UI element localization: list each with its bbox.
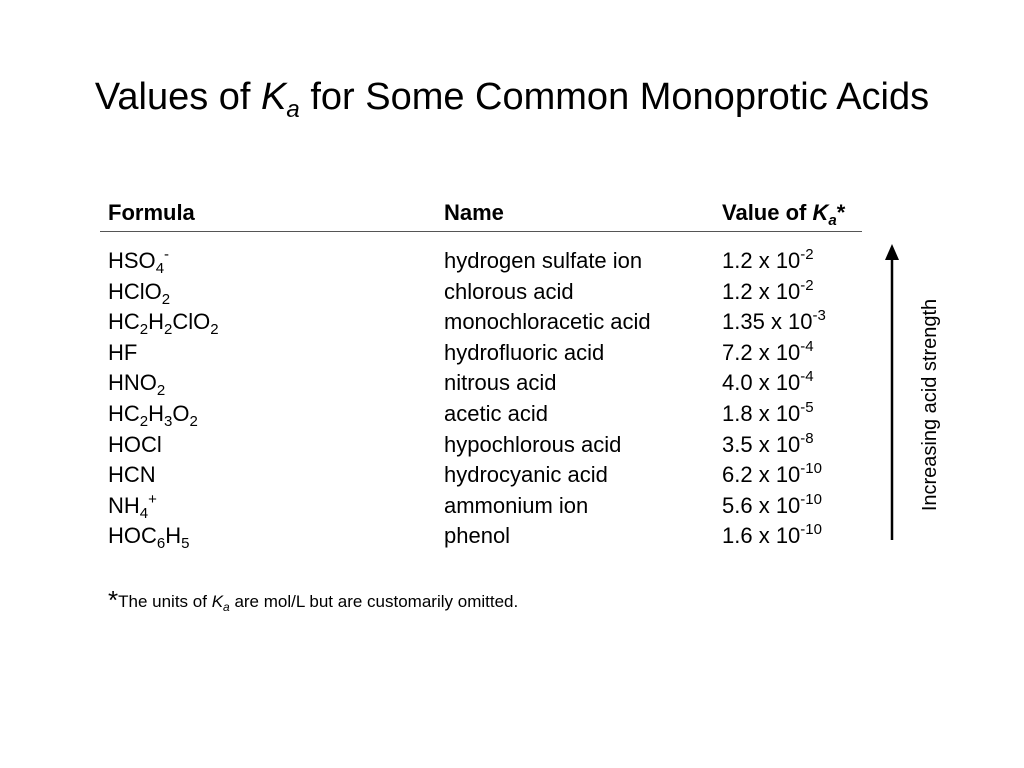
formula-cell [108,491,157,522]
formula-part: 2 [161,290,171,308]
ka-mantissa: 7.2 [722,339,753,365]
name-cell: hydrogen sulfate ion [444,248,643,273]
ka-exponent: -4 [800,337,814,355]
formula-cell [108,399,198,430]
formula-part: NH [108,492,140,518]
formula-part: HClO [108,278,162,304]
formula-cell [108,430,162,461]
acid-table-body [0,246,900,552]
ka-value-cell [722,368,814,399]
ka-exponent: -10 [800,460,822,478]
formula-part: 2 [139,321,149,339]
formula-part: HC [108,400,140,426]
formula-part: O [172,400,190,426]
formula-part: 3 [164,412,173,430]
ka-base: x 10 [752,462,801,488]
footnote [108,586,518,616]
name-cell: phenol [444,523,511,549]
formula-part: H [148,309,165,335]
ka-base: x 10 [752,400,801,426]
ka-mantissa: 1.2 [722,278,753,304]
ka-value-cell [722,338,814,369]
ka-exponent: -5 [800,398,814,416]
header-name: Name [444,200,504,225]
header-rule [100,231,862,232]
formula-cell [108,521,189,552]
ka-mantissa: 1.8 [722,400,753,426]
table-row [0,368,900,399]
formula-part: HNO [108,370,157,396]
ka-value-cell [722,307,826,338]
formula-part: 2 [156,382,166,400]
ka-value-cell [722,521,822,552]
formula-cell [108,246,169,277]
formula-cell [108,368,165,399]
header-formula: Formula [108,200,195,225]
ka-base: x 10 [752,339,801,365]
formula-cell [108,277,170,308]
title-prefix: Values of [94,76,262,118]
formula-part: 2 [164,321,173,339]
ka-exponent: -10 [800,490,822,508]
footnote-asterisk: * [108,585,119,615]
formula-part: 5 [181,535,190,553]
ka-base: x 10 [764,309,813,335]
title-suffix: for Some Common Monoprotic Acids [299,76,930,118]
name-cell: acetic acid [444,400,548,426]
ka-mantissa: 1.35 [722,309,765,335]
name-cell: hydrocyanic acid [444,462,608,488]
footnote-k-symbol: K [211,592,224,611]
formula-part: - [164,246,170,263]
footnote-prefix: The units of [118,592,212,611]
ka-exponent: -2 [800,246,814,263]
ka-mantissa: 4.0 [722,370,753,396]
ka-exponent: -8 [800,429,814,447]
ka-mantissa: 1.2 [722,248,753,273]
up-arrow-icon [880,244,904,544]
formula-cell [108,338,137,369]
ka-value-cell [722,460,822,491]
ka-base: x 10 [752,431,801,457]
formula-part: 4 [155,260,165,277]
formula-part: 4 [139,504,149,522]
ka-base: x 10 [752,278,801,304]
formula-cell [108,460,156,491]
header-asterisk: * [836,200,846,225]
ka-value-cell [722,491,822,522]
formula-part: 2 [210,321,219,339]
name-cell: ammonium ion [444,492,589,518]
formula-part: HSO [108,248,156,273]
ka-base: x 10 [752,492,801,518]
formula-part: ClO [172,309,211,335]
table-row [0,491,900,522]
header-k-symbol: K [812,200,829,225]
name-cell: chlorous acid [444,278,574,304]
formula-part: 6 [156,535,166,553]
table-row [0,246,900,277]
formula-part: H [165,523,182,549]
formula-part: HC [108,309,140,335]
ka-mantissa: 3.5 [722,431,753,457]
ka-value-cell [722,277,814,308]
name-cell: hypochlorous acid [444,431,622,457]
formula-part: H [148,400,165,426]
formula-part: HOC [108,523,157,549]
name-cell: monochloracetic acid [444,309,651,335]
formula-part: HF [108,339,138,365]
title-k-symbol: K [261,76,287,118]
formula-part: HCN [108,462,156,488]
ka-mantissa: 1.6 [722,523,753,549]
formula-part: + [148,490,157,508]
ka-base: x 10 [752,248,801,273]
ka-exponent: -2 [800,276,814,294]
ka-exponent: -10 [800,521,822,539]
table-row [0,399,900,430]
table-row [0,460,900,491]
table-row [0,277,900,308]
header-k-subscript: a [828,212,837,229]
ka-exponent: -3 [812,307,826,325]
slide-title [0,72,1024,122]
footnote-suffix: are mol/L but are customarily omitted. [229,592,519,611]
ka-value-cell [722,430,814,461]
table-row [0,430,900,461]
header-value [722,199,845,227]
name-cell: hydrofluoric acid [444,339,605,365]
ka-base: x 10 [752,370,801,396]
table-row [0,338,900,369]
ka-exponent: -4 [800,368,814,386]
ka-value-cell [722,399,814,430]
footnote-k-subscript: a [223,600,230,614]
formula-cell [108,307,219,338]
ka-mantissa: 6.2 [722,462,753,488]
table-row [0,521,900,552]
formula-part: 2 [189,412,198,430]
table-row [0,307,900,338]
name-cell: nitrous acid [444,370,557,396]
formula-part: HOCl [108,431,162,457]
ka-base: x 10 [752,523,801,549]
ka-mantissa: 5.6 [722,492,753,518]
ka-value-cell [722,246,814,277]
formula-part: 2 [139,412,149,430]
header-value-prefix: Value of [722,200,813,225]
title-k-subscript: a [286,96,300,123]
acid-strength-label: Increasing acid strength [919,298,941,512]
